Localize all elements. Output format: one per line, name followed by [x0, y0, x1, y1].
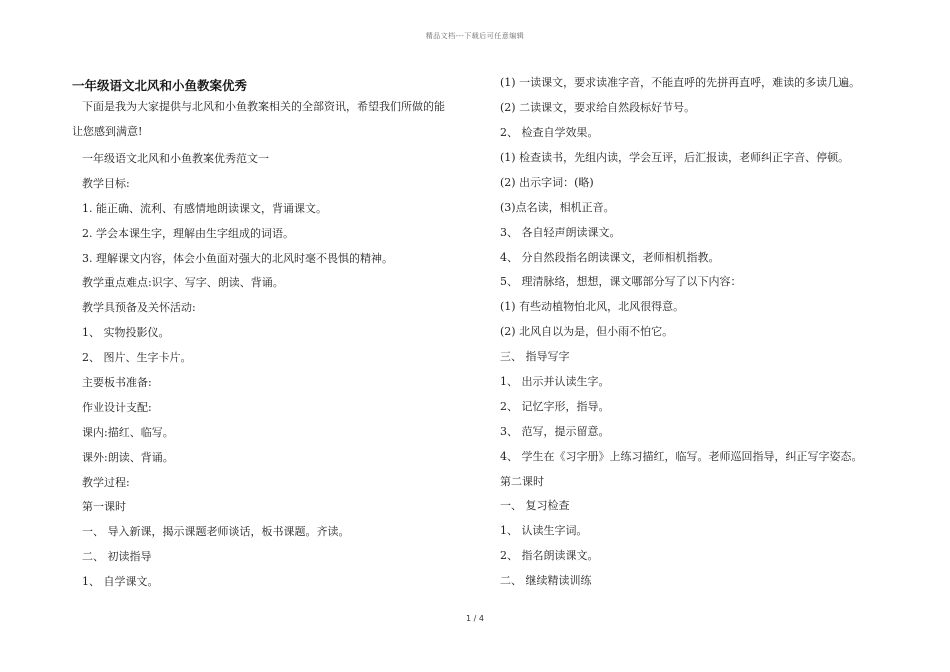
paragraph-line: (1) 有些动植物怕北风，北风很得意。	[500, 300, 685, 313]
paragraph-line: (2) 北风自以为是，但小雨不怕它。	[500, 325, 674, 338]
paragraph-line: 2、 指名朗读课文。	[500, 549, 599, 562]
paragraph-line: 1、 自学课文。	[82, 575, 159, 588]
paragraph-line: 3. 理解课文内容，体会小鱼面对强大的北风时毫不畏惧的精神。	[82, 252, 393, 265]
paragraph-line: 2、 检查自学效果。	[500, 126, 599, 139]
paragraph-line: 5、 理清脉络，想想，课文哪部分写了以下内容：	[500, 275, 742, 288]
paragraph-line: (2) 二读课文，要求给自然段标好节号。	[500, 101, 696, 114]
paragraph-line: 1、 实物投影仪。	[82, 326, 170, 339]
paragraph-line: 一、 复习检查	[500, 499, 570, 512]
paragraph-line: 教学具预备及关怀活动:	[82, 301, 196, 314]
paragraph-line: 让您感到满意!	[72, 125, 143, 138]
paragraph-line: 2、 记忆字形，指导。	[500, 400, 610, 413]
paragraph-line: 三、 指导写字	[500, 350, 570, 363]
paragraph-line: 课内:描红、临写。	[82, 426, 174, 439]
paragraph-line: 3、 范写，提示留意。	[500, 425, 610, 438]
paragraph-line: (1) 检查读书，先组内读，学会互评，后汇报读，老师纠正字音、停顿。	[500, 151, 850, 164]
paragraph-line: 第一课时	[82, 500, 126, 513]
page-header: 精品文档---下载后可任意编辑	[425, 32, 525, 40]
paragraph-line: 教学目标:	[82, 177, 130, 190]
paragraph-line: 作业设计支配:	[82, 401, 152, 414]
paragraph-line: 教学重点难点:识字、写字、朗读、背诵。	[82, 276, 284, 289]
paragraph-line: 下面是我为大家提供与北风和小鱼教案相关的全部资讯，希望我们所做的能	[82, 100, 445, 113]
page-number: 1 / 4	[466, 614, 484, 623]
paragraph-line: 1. 能正确、流利、有感情地朗读课文，背诵课文。	[82, 202, 327, 215]
paragraph-line: 一、 导入新课，揭示课题老师谈话，板书课题。齐读。	[82, 525, 350, 538]
paragraph-line: 一年级语文北风和小鱼教案优秀范文一	[82, 152, 269, 165]
paragraph-line: 2. 学会本课生字，理解由生字组成的词语。	[82, 227, 294, 240]
paragraph-line: 第二课时	[500, 475, 544, 488]
paragraph-line: (1) 一读课文，要求读准字音，不能直呼的先拼再直呼，难读的多读几遍。	[500, 76, 861, 89]
paragraph-line: 1、 出示并认读生字。	[500, 375, 610, 388]
paragraph-line: 1、 认读生字词。	[500, 524, 588, 537]
paragraph-line: 教学过程:	[82, 476, 130, 489]
paragraph-line: 4、 学生在《习字册》上练习描红，临写。老师巡回指导，纠正写字姿态。	[500, 450, 863, 463]
paragraph-line: (3)点名读，相机正音。	[500, 201, 615, 214]
paragraph-line: 2、 图片、生字卡片。	[82, 351, 192, 364]
paragraph-line: 4、 分自然段指名朗读课文，老师相机指教。	[500, 251, 720, 264]
paragraph-line: 二、 初读指导	[82, 550, 152, 563]
paragraph-line: 课外:朗读、背诵。	[82, 451, 174, 464]
paragraph-line: 3、 各自轻声朗读课文。	[500, 226, 621, 239]
paragraph-line: 二、 继续精读训练	[500, 574, 592, 587]
paragraph-line: (2) 出示字词：(略)	[500, 176, 594, 189]
document-title: 一年级语文北风和小鱼教案优秀	[72, 78, 248, 93]
paragraph-line: 主要板书准备:	[82, 376, 152, 389]
